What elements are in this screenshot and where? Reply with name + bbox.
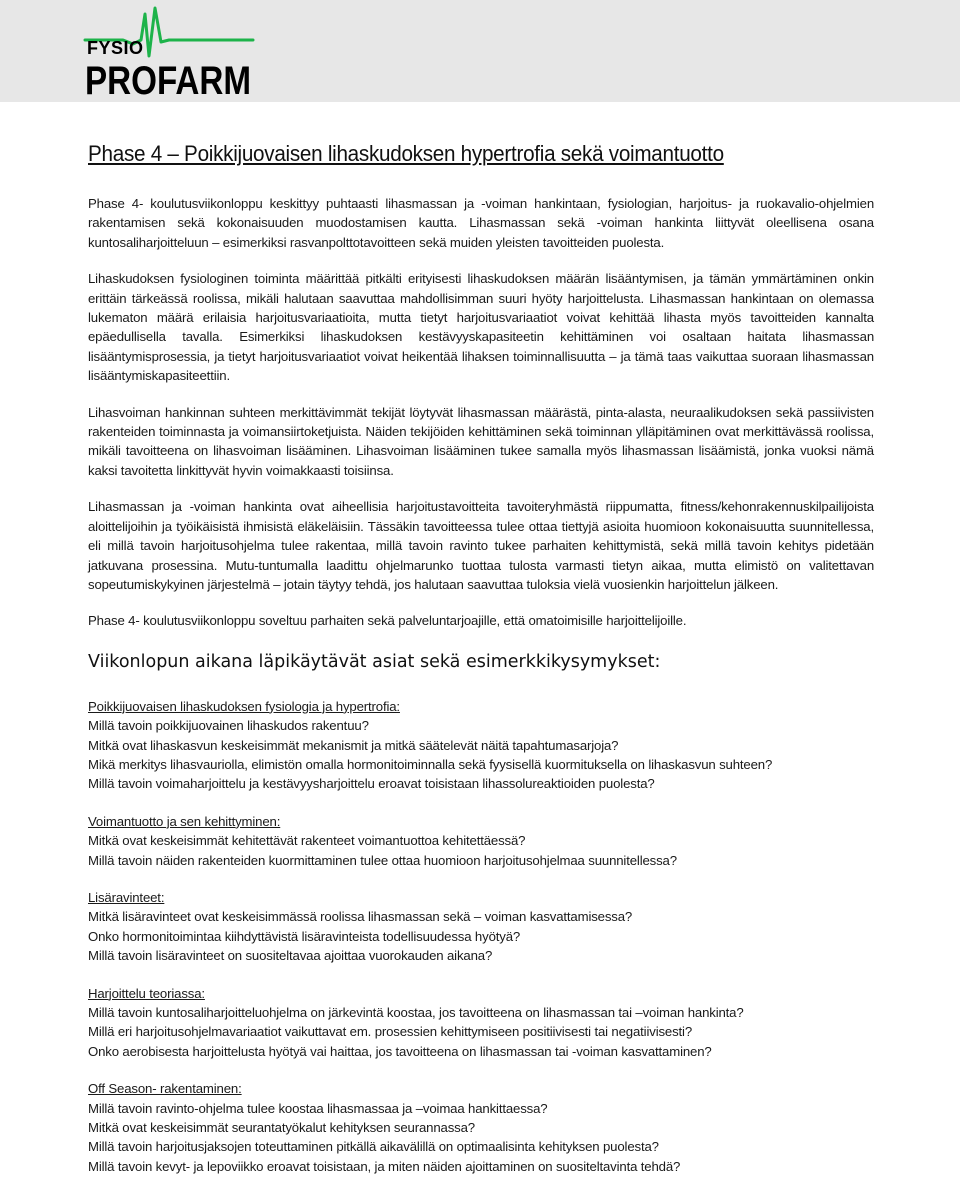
topic-title: Harjoittelu teoriassa: <box>88 985 205 1001</box>
intro-paragraph: Phase 4- koulutusviikonloppu keskittyy puhtaasti lihasmassan ja -voiman hankintaan, fysiologian, harjoitus- ja ruokavalio-ohjelmien rakentamisen sekä kokonaisuuden muodostamisen kautta. Lihasmassan sekä -voiman hankinta liittyvät oleellisena osana kuntosaliharjoitteluun – esimerkiksi rasvanpolttotavoitteen sekä muiden yleisten tavoitteiden puolesta. <box>88 196 874 250</box>
question-item: Millä eri harjoitusohjelmavariaatiot vaikuttavat em. prosessien kehittymiseen positiivisesti tai negatiivisesti? <box>88 1024 693 1040</box>
question-item: Mikä merkitys lihasvauriolla, elimistön omalla hormonitoiminnalla sekä fyysisellä kuormituksella on lihaskasvun suhteen? <box>88 756 773 772</box>
topic-title: Voimantuotto ja sen kehittyminen: <box>88 813 281 829</box>
page-title: Phase 4 – Poikkijuovaisen lihaskudoksen hypertrofia sekä voimantuotto <box>88 141 724 166</box>
question-item: Millä tavoin kuntosaliharjoitteluohjelma on järkevintä koostaa, jos tavoitteena on lihasmassan tai –voiman hankinta? <box>88 1005 744 1020</box>
topic-supplements <box>88 888 874 966</box>
questions-heading: Viikonlopun aikana läpikäytävät asiat sekä esimerkkikysymykset: <box>88 651 661 672</box>
question-item: Millä tavoin harjoitusjaksojen toteuttaminen pitkällä aikavälillä on optimaalisinta kehityksen puolesta? <box>88 1139 659 1155</box>
question-item: Millä tavoin ravinto-ohjelma tulee koostaa lihasmassaa ja –voimaa hankittaessa? <box>88 1100 548 1116</box>
document-body <box>88 140 874 1194</box>
question-item: Onko aerobisesta harjoittelusta hyötyä vai haittaa, jos tavoitteena on lihasmassan tai -voiman kasvattaminen? <box>88 1043 712 1059</box>
topic-off-season <box>88 1079 874 1176</box>
question-item: Millä tavoin näiden rakenteiden kuormittaminen tulee ottaa huomioon harjoitusohjelmaa suunnitellessa? <box>88 852 677 868</box>
topic-strength <box>88 812 874 870</box>
logo-text-bottom: PROFARM <box>85 59 251 103</box>
question-item: Millä tavoin voimaharjoittelu ja kestävyysharjoittelu eroavat toisistaan lihassolureaktioiden puolesta? <box>88 776 655 792</box>
question-item: Millä tavoin lisäravinteet on suositeltavaa ajoittaa vuorokauden aikana? <box>88 948 493 964</box>
topic-physiology <box>88 697 874 794</box>
question-item: Millä tavoin poikkijuovainen lihaskudos rakentuu? <box>88 718 369 734</box>
topic-title: Off Season- rakentaminen: <box>88 1081 242 1097</box>
physiology-paragraph: Lihaskudoksen fysiologinen toiminta määrittää pitkälti erityisesti lihaskudoksen määrän lisääntymisen, ja tämän ymmärtäminen onkin erittäin tärkeässä roolissa, mikäli halutaan saavuttaa mahdollisimman suuri hyöty harjoittelusta. Lihasmassan hankintaan on olemassa lukematon määrä erilaisia harjoitusvariaatioita, mutta tietyt harjoitusvariaatiot voivat kehittää lihasta myös tavoitteiden kannalta epäedullisella tavalla. Esimerkiksi lihaskudoksen kestävyyskapasiteetin kehittäminen voi osaltaan haitata lihasmassan lisääntymisprosessia, ja tietyt harjoitusvariaatiot voivat heikentää lihaksen toiminnallisuutta – ja tämä taas vaikuttaa suoraan lihasmassan lisääntymiskapasiteettiin. <box>88 271 874 384</box>
topic-title: Poikkijuovaisen lihaskudoksen fysiologia ja hypertrofia: <box>88 698 400 714</box>
target-groups-paragraph: Lihasmassan ja -voiman hankinta ovat aiheellisia harjoitustavoitteita tavoiteryhmästä riippumatta, fitness/kehonrakennuskilpailijoista aloittelijoihin ja työikäisistä ihmisistä eläkeläisiin. Tässäkin tavoitteessa tulee ottaa tiettyjä asioita huomioon kokonaisuutta suunnitellessa, eli millä tavoin harjoitusohjelma tulee rakentaa, millä tavoin ravinto tukee parhaiten kehittymistä, sekä millä tavoin kehitys pidetään jatkuvana prosessina. Mutu-tuntumalla laadittu ohjelmarunko tuottaa tulosta varmasti tietyn aikaa, mutta elimistö on valitettavan sopeutumiskykyinen järjestelmä – jotain täytyy tehdä, jos halutaan saavuttaa tuloksia vielä vuosienkin harjoittelun jälkeen. <box>88 499 874 592</box>
question-item: Mitkä lisäravinteet ovat keskeisimmässä roolissa lihasmassan sekä – voiman kasvattamisessa? <box>88 909 633 925</box>
topic-title: Lisäravinteet: <box>88 889 165 905</box>
question-item: Millä tavoin kevyt- ja lepoviikko eroavat toisistaan, ja miten näiden ajoittaminen on suositeltavinta tehdä? <box>88 1158 681 1174</box>
logo-text-top: FYSIO <box>87 38 144 58</box>
fysioprofarm-logo <box>83 4 258 103</box>
question-item: Mitkä ovat lihaskasvun keskeisimmät mekanismit ja mitkä säätelevät näitä tapahtumasarjoja? <box>88 737 619 753</box>
suitability-paragraph: Phase 4- koulutusviikonloppu soveltuu parhaiten sekä palveluntarjoajille, että omatoimisille harjoittelijoille. <box>88 613 687 629</box>
strength-paragraph: Lihasvoiman hankinnan suhteen merkittävimmät tekijät löytyvät lihasmassan määrästä, pinta-alasta, neuraalikudoksen sekä passiivisten rakenteiden toiminnasta ja voimansiirtoketjuista. Näiden tekijöiden kehittäminen sekä toiminnan ylläpitäminen ovat merkittävässä roolissa, mikäli tavoitteena on lihasvoiman lisääminen. Lihasvoiman lisääminen tukee samalla myös lihasmassan lisäämistä, jonka vuoksi nämä kaksi tavoitetta linkittyvät hyvin voimakkaasti toisiinsa. <box>88 404 874 478</box>
question-item: Mitkä ovat keskeisimmät kehitettävät rakenteet voimantuottoa kehitettäessä? <box>88 833 526 849</box>
question-item: Mitkä ovat keskeisimmät seurantatyökalut kehityksen seurannassa? <box>88 1120 475 1136</box>
topic-training-theory <box>88 984 874 1062</box>
question-item: Onko hormonitoimintaa kiihdyttävistä lisäravinteista todellisuudessa hyötyä? <box>88 928 521 944</box>
